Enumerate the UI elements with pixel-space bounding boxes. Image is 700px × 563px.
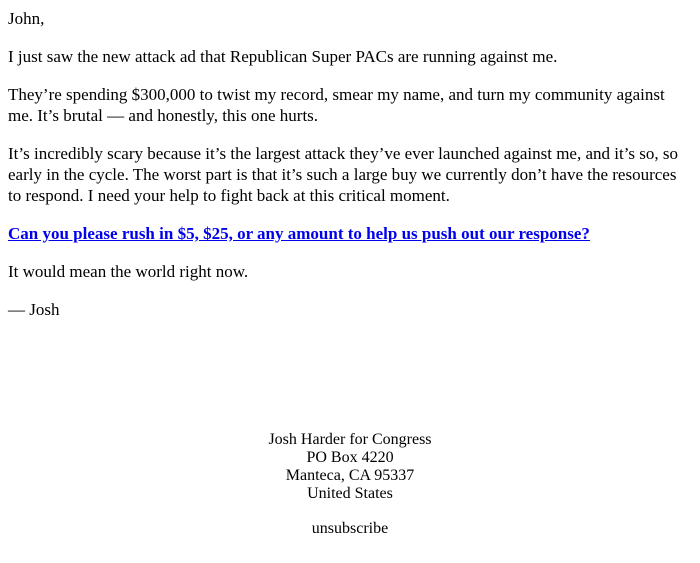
donate-link[interactable]: Can you please rush in $5, $25, or any amount to help us push out our response? [8, 224, 590, 243]
greeting: John, [8, 9, 45, 28]
email-footer [0, 431, 700, 538]
paragraph-spending: They’re spending $300,000 to twist my record, smear my name, and turn my community against me. It’s brutal — and honestly, this one hurts. [8, 85, 665, 125]
signature: — Josh [8, 300, 60, 319]
cta-paragraph [8, 223, 692, 244]
closing-line: It would mean the world right now. [8, 262, 249, 281]
footer-org: Josh Harder for Congress [268, 431, 432, 448]
unsubscribe-link[interactable]: unsubscribe [311, 520, 389, 537]
paragraph-attack-ad: I just saw the new attack ad that Republican Super PACs are running against me. [8, 47, 558, 66]
footer-address-line1: PO Box 4220 [306, 449, 394, 466]
footer-country: United States [307, 485, 393, 502]
email-body [8, 8, 692, 337]
footer-address-line2: Manteca, CA 95337 [285, 467, 415, 484]
paragraph-scary: It’s incredibly scary because it’s the largest attack they’ve ever launched against me, and it’s so, so early in the cycle. The worst part is that it’s such a large buy we currently don’t have the resources to respond. I need your help to fight back at this critical moment. [8, 144, 679, 205]
